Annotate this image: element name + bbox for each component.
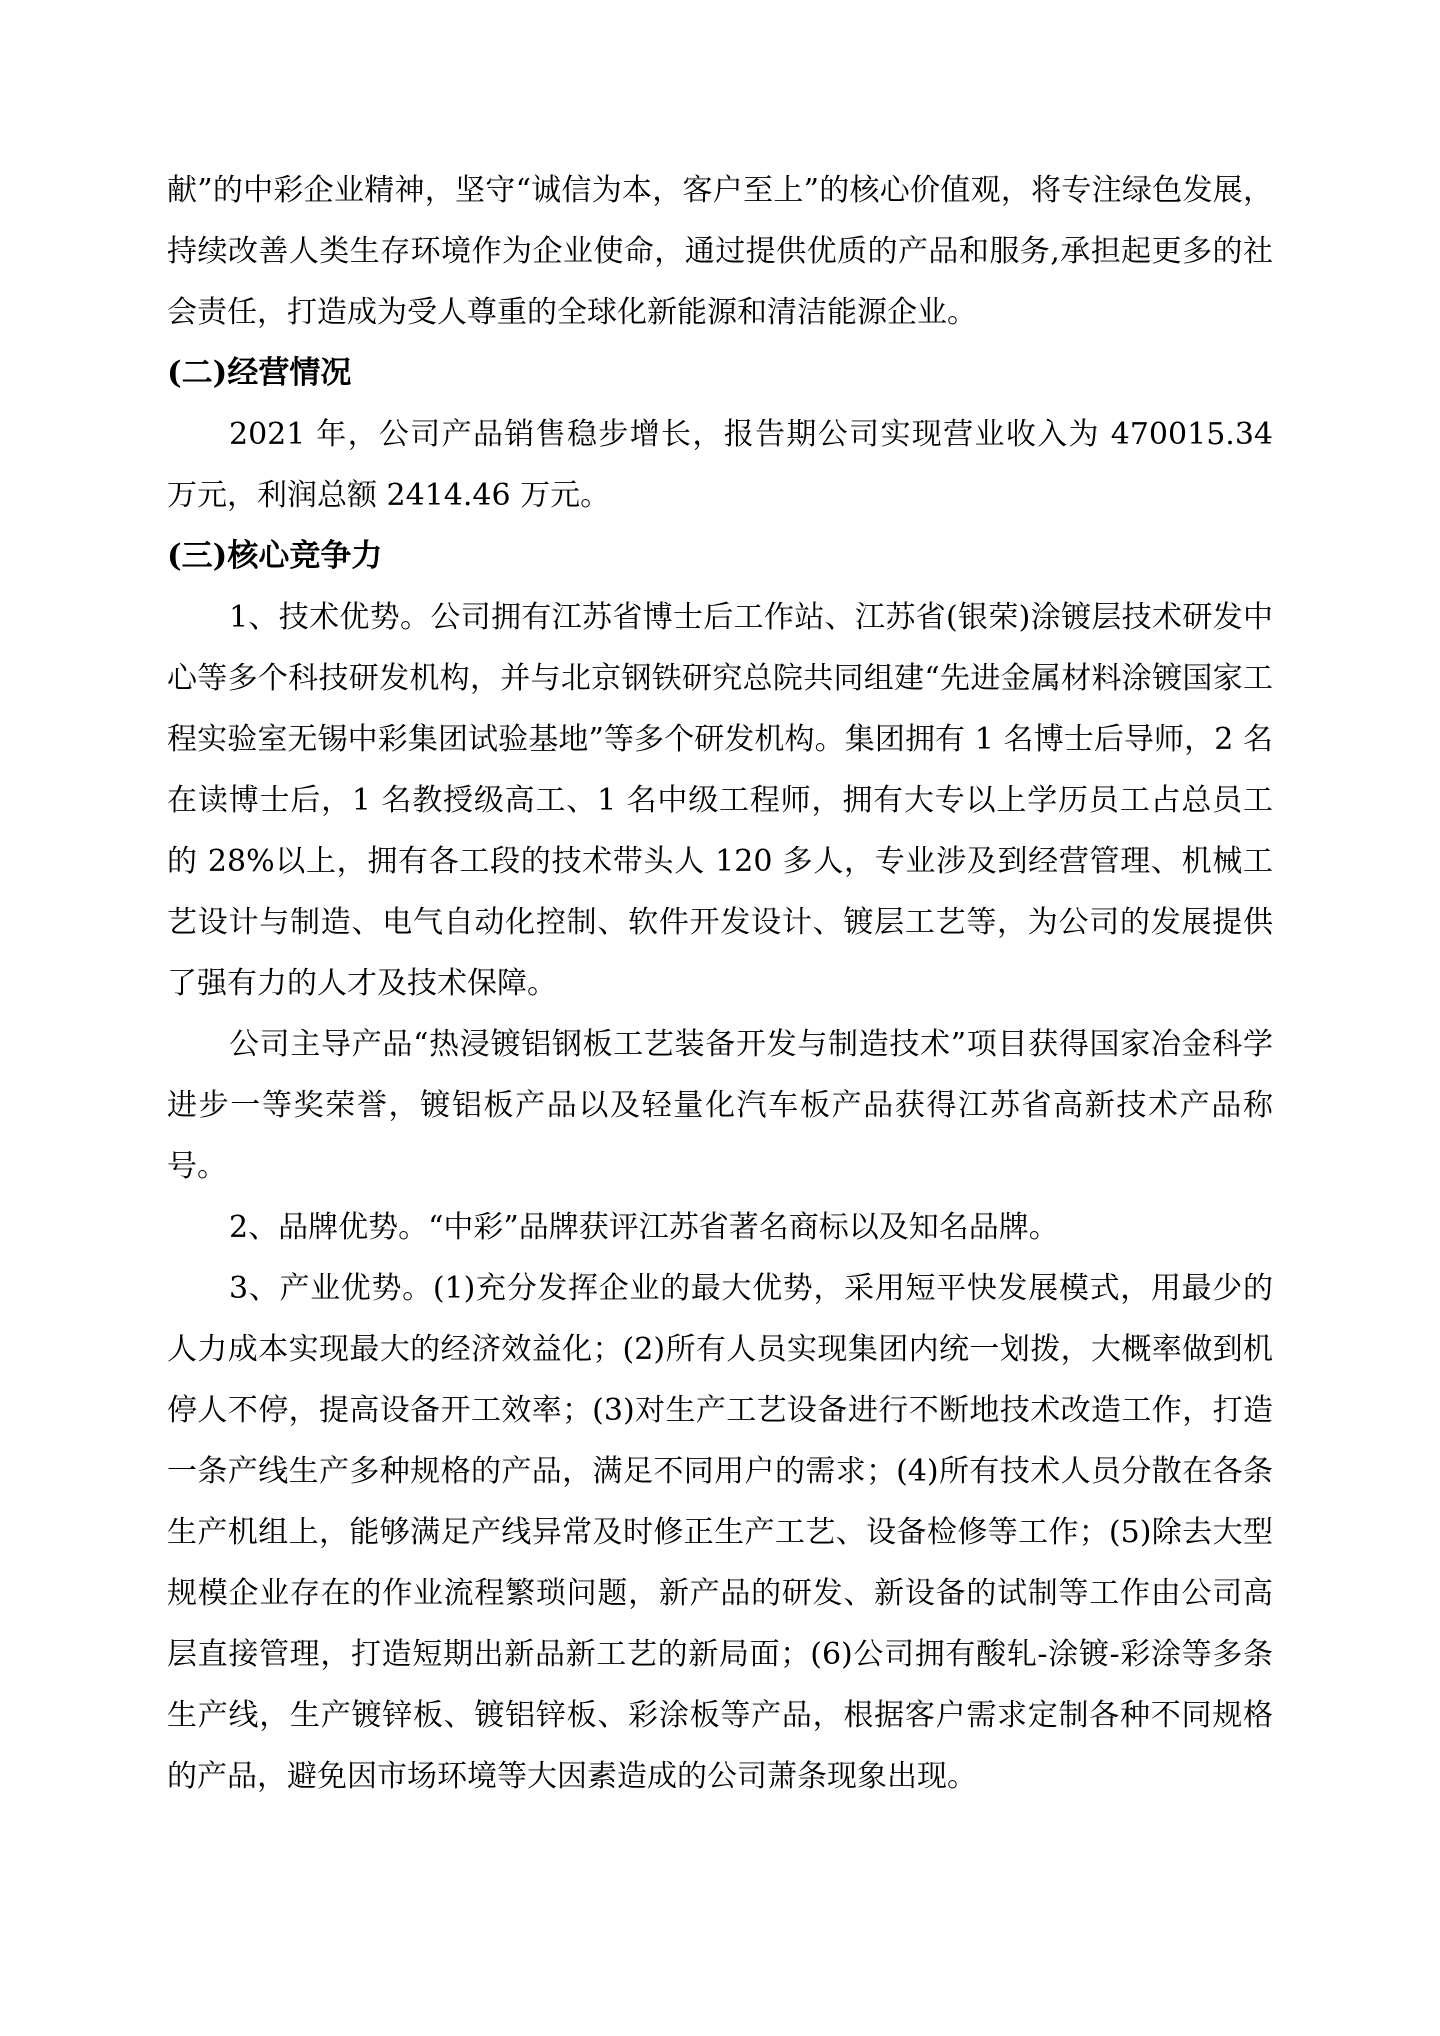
body-paragraph: 1、技术优势。公司拥有江苏省博士后工作站、江苏省(银荣)涂镀层技术研发中心等多个科技研发机构，并与北京钢铁研究总院共同组建“先进金属材料涂镀国家工程实验室无锡中彩集团试验基地”等多个研发机构。集团拥有 1 名博士后导师，2 名在读博士后，1 名教授级高工、1 名中级工程师，拥有大专以上学历员工占总员工的 28%以上，拥有各工段的技术带头人 120 多人，专业涉及到经营管理、机械工艺设计与制造、电气自动化控制、软件开发设计、镀层工艺等，为公司的发展提供了强有力的人才及技术保障。 <box>167 600 1273 1001</box>
section-heading: (三)核心竞争力 <box>167 538 383 574</box>
body-paragraph: 2、品牌优势。“中彩”品牌获评江苏省著名商标以及知名品牌。 <box>229 1210 1059 1245</box>
body-paragraph: 2021 年，公司产品销售稳步增长，报告期公司实现营业收入为 470015.34 万元，利润总额 2414.46 万元。 <box>167 417 1273 513</box>
body-paragraph: 3、产业优势。(1)充分发挥企业的最大优势，采用短平快发展模式，用最少的人力成本实现最大的经济效益化；(2)所有人员实现集团内统一划拨，大概率做到机停人不停，提高设备开工效率；(3)对生产工艺设备进行不断地技术改造工作，打造一条产线生产多种规格的产品，满足不同用户的需求；(4)所有技术人员分散在各条生产机组上，能够满足产线异常及时修正生产工艺、设备检修等工作；(5)除去大型规模企业存在的作业流程繁琐问题，新产品的研发、新设备的试制等工作由公司高层直接管理，打造短期出新品新工艺的新局面；(6)公司拥有酸轧-涂镀-彩涂等多条生产线，生产镀锌板、镀铝锌板、彩涂板等产品，根据客户需求定制各种不同规格的产品，避免因市场环境等大因素造成的公司萧条现象出现。 <box>167 1271 1273 1794</box>
section-heading: (二)经营情况 <box>167 355 352 391</box>
body-paragraph: 公司主导产品“热浸镀铝钢板工艺装备开发与制造技术”项目获得国家冶金科学进步一等奖荣誉，镀铝板产品以及轻量化汽车板产品获得江苏省高新技术产品称号。 <box>167 1027 1273 1184</box>
body-paragraph: 献”的中彩企业精神，坚守“诚信为本，客户至上”的核心价值观，将专注绿色发展，持续改善人类生存环境作为企业使命，通过提供优质的产品和服务,承担起更多的社会责任，打造成为受人尊重的全球化新能源和清洁能源企业。 <box>167 173 1273 330</box>
document-body <box>167 160 1273 1807</box>
